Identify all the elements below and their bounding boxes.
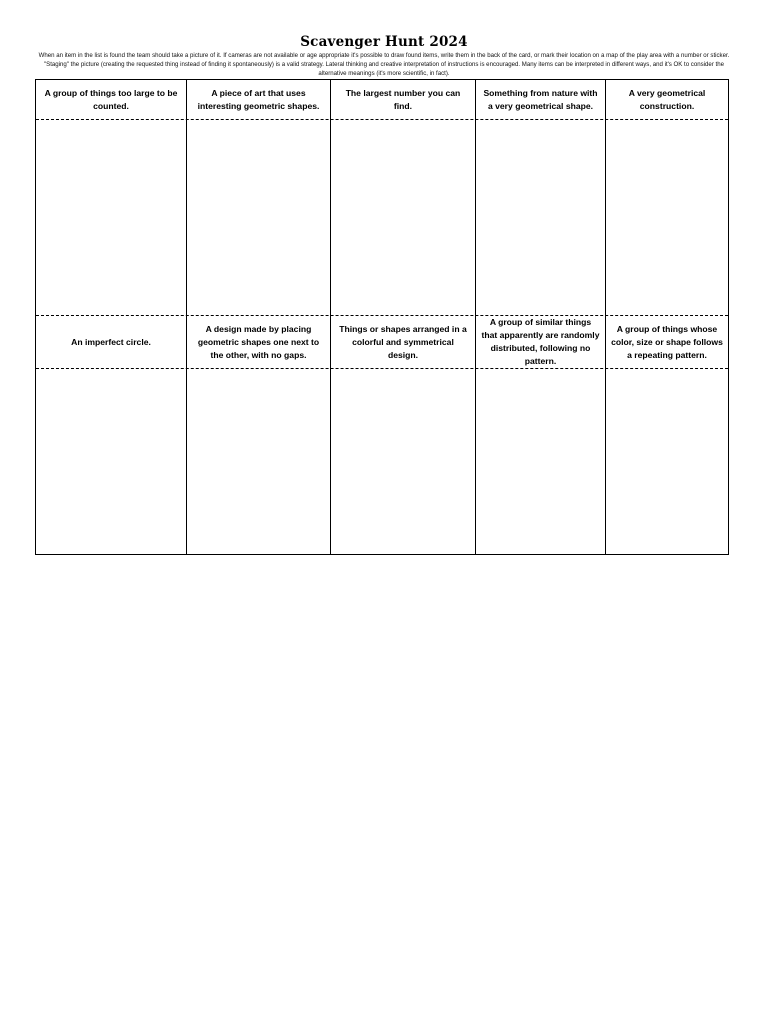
photo-space[interactable] <box>331 120 475 315</box>
hunt-item-label: A group of things too large to be counted. <box>44 87 178 111</box>
hunt-item-label: Things or shapes arranged in a colorful and symmetrical design. <box>339 323 467 360</box>
photo-space[interactable] <box>476 369 605 554</box>
page-title: Scavenger Hunt 2024 <box>300 34 468 50</box>
photo-space[interactable] <box>476 120 605 315</box>
hunt-item-label: The largest number you can find. <box>345 87 461 111</box>
scavenger-hunt-grid <box>35 79 729 555</box>
hunt-item-label: A very geometrical construction. <box>628 87 706 111</box>
hunt-item-label: A design made by placing geometric shapes one next to the other, with no gaps. <box>197 323 320 360</box>
photo-space[interactable] <box>187 120 330 315</box>
photo-space[interactable] <box>187 369 330 554</box>
hunt-item-label: Something from nature with a very geometrical shape. <box>483 87 598 111</box>
instructions-paragraph: When an item in the list is found the team should take a picture of it. If cameras are not available or age appropriate it's possible to draw found items, write them in the back of the card, or mark their location on a map of the play area with a number or sticker. "Staging" the picture (creating the requested thing instead of finding it spontaneously) is a valid strategy. Lateral thinking and creative interpretation of instructions is encouraged. Many items can be interpreted in different ways, and it's OK to consider the alternative meanings (it's more scientific, in fact). <box>38 52 730 77</box>
photo-space[interactable] <box>36 369 186 554</box>
photo-space[interactable] <box>331 369 475 554</box>
photo-space[interactable] <box>36 120 186 315</box>
photo-space[interactable] <box>606 369 728 554</box>
photo-space[interactable] <box>606 120 728 315</box>
hunt-item-label: A group of similar things that apparently are randomly distributed, following no pattern. <box>481 317 600 366</box>
hunt-item-label: An imperfect circle. <box>71 336 151 347</box>
hunt-item-label: A piece of art that uses interesting geometric shapes. <box>197 87 320 111</box>
hunt-item-label: A group of things whose color, size or shape follows a repeating pattern. <box>611 323 723 360</box>
